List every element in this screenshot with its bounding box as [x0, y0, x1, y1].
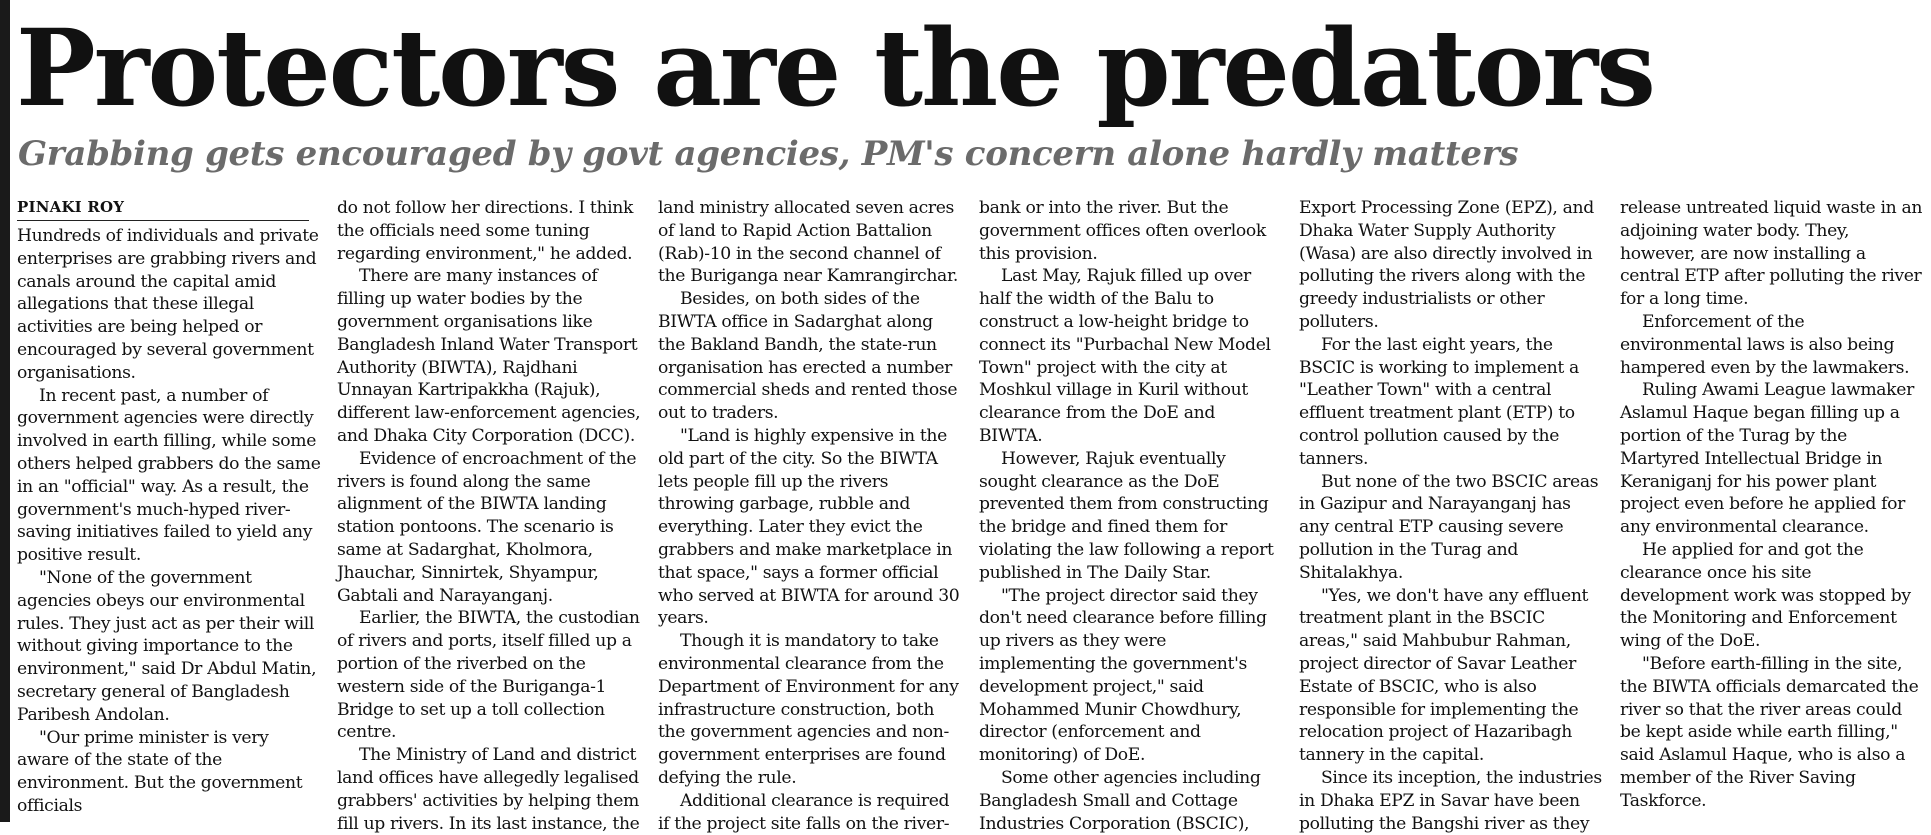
paragraph: Some other agencies including Bangladesh Small and Cottage Industries Corporation (BSCIC), [979, 767, 1261, 834]
column-1 [17, 197, 321, 815]
paragraph: "None of the government agencies obeys our environmental rules. They just act as per their will without giving importance to the environment," said Dr Abdul Matin, secretary general of Bangladesh Paribesh Andolan. [17, 567, 317, 725]
paragraph: However, Rajuk eventually sought clearance as the DoE prevented them from constructing the bridge and fined them for violating the law following a report published in The Daily Star. [979, 448, 1274, 583]
paragraph: Since its inception, the industries in Dhaka EPZ in Savar have been polluting the Bangshi river as they [1299, 767, 1602, 834]
paragraph: But none of the two BSCIC areas in Gazipur and Narayanganj has any central ETP causing severe pollution in the Turag and Shitalakhya. [1299, 471, 1599, 583]
subheadline: Grabbing gets encouraged by govt agencies, PM's concern alone hardly matters [18, 134, 1519, 174]
paragraph: Last May, Rajuk filled up over half the width of the Balu to construct a low-height bridge to connect its "Purbachal New Model Town" project with the city at Moshkul village in Kuril without clearance from the DoE and BIWTA. [979, 266, 1271, 446]
paragraph: He applied for and got the clearance once his site development work was stopped by the Monitoring and Enforcement wing of the DoE. [1620, 539, 1911, 652]
paragraph: do not follow her directions. I think the officials need some tuning regarding environment," he added. [337, 198, 634, 264]
article-body [17, 197, 1923, 834]
column-3 [658, 197, 962, 834]
paragraph: "Before earth-filling in the site, the BIWTA officials demarcated the river so that the river areas could be kept aside while earth filling," said Aslamul Haque, who is also a member of the River Saving Taskforce. [1620, 653, 1919, 811]
column-5 [1299, 197, 1603, 834]
paragraph: Evidence of encroachment of the rivers is found along the same alignment of the BIWTA landing station pontoons. The scenario is same at Sadarghat, Kholmora, Jhauchar, Sinnirtek, Shyampur, Gabtali and Narayanganj. [337, 448, 637, 606]
paragraph: There are many instances of filling up water bodies by the government organisations like Bangladesh Inland Water Transport Authority (BIWTA), Rajdhani Unnayan Kartripakkha (Rajuk), different law-enforcement agencies, and Dhaka City Corporation (DCC). [337, 266, 641, 446]
paragraph: land ministry allocated seven acres of land to Rapid Action Battalion (Rab)-10 in the second channel of the Buriganga near Kamrangirchar. [658, 198, 959, 287]
paragraph: bank or into the river. But the government offices often overlook this provision. [979, 198, 1266, 264]
paragraph: Export Processing Zone (EPZ), and Dhaka Water Supply Authority (Wasa) are also directly involved in polluting the rivers along with the greedy industrialists or other polluters. [1299, 198, 1594, 332]
column-4 [979, 197, 1283, 834]
paragraph: Besides, on both sides of the BIWTA office in Sadarghat along the Bakland Bandh, the state-run organisation has erected a number commercial sheds and rented those out to traders. [658, 289, 958, 424]
paragraph: Ruling Awami League lawmaker Aslamul Haque began filling up a portion of the Turag by the Martyred Intellectual Bridge in Keraniganj for his power plant project even before he applied for any environmental clearance. [1620, 380, 1914, 538]
paragraph: "Our prime minister is very aware of the state of the environment. But the government officials [17, 727, 303, 816]
byline: PINAKI ROY [17, 197, 309, 221]
column-2 [337, 197, 641, 834]
headline: Protectors are the predators [16, 5, 1654, 130]
paragraph: Earlier, the BIWTA, the custodian of rivers and ports, itself filled up a portion of the riverbed on the western side of the Buriganga-1 Bridge to set up a toll collection centre. [337, 608, 640, 743]
paragraph: "Yes, we don't have any effluent treatment plant in the BSCIC areas," said Mahbubur Rahman, project director of Savar Leather Estate of BSCIC, who is also responsible for implementing the relocation project of Hazaribagh tannery in the capital. [1299, 585, 1589, 766]
paragraph: release untreated liquid waste in an adjoining water body. They, however, are now installing a central ETP after polluting the river for a long time. [1620, 198, 1923, 310]
paragraph: Additional clearance is required if the project site falls on the river- [658, 790, 950, 834]
paragraph: Though it is mandatory to take environmental clearance from the Department of Environment for any infrastructure construction, both the government agencies and non-government enterprises are found defying the rule. [658, 631, 959, 788]
page-left-border [0, 0, 10, 822]
paragraph: Hundreds of individuals and private enterprises are grabbing rivers and canals around the capital amid allegations that these illegal activities are being helped or encouraged by several government organisations. [17, 226, 319, 383]
paragraph: For the last eight years, the BSCIC is working to implement a "Leather Town" with a central effluent treatment plant (ETP) to control pollution caused by the tanners. [1299, 334, 1579, 469]
paragraph: "The project director said they don't need clearance before filling up rivers as they were implementing the government's development project," said Mohammed Munir Chowdhury, director (enforcement and monitoring) of DoE. [979, 585, 1267, 766]
paragraph: Enforcement of the environmental laws is also being hampered even by the lawmakers. [1620, 311, 1910, 378]
paragraph: "Land is highly expensive in the old part of the city. So the BIWTA lets people fill up the rivers throwing garbage, rubble and everything. Later they evict the grabbers and make marketplace in that space," says a former official who served at BIWTA for around 30 years. [658, 425, 960, 629]
paragraph: In recent past, a number of government agencies were directly involved in earth filling, while some others helped grabbers do the same in an "official" way. As a result, the government's much-hyped river-saving initiatives failed to yield any positive result. [17, 385, 321, 566]
column-6 [1620, 197, 1924, 815]
paragraph: The Ministry of Land and district land offices have allegedly legalised grabbers' activities by helping them fill up rivers. In its last instance, the [337, 745, 640, 834]
